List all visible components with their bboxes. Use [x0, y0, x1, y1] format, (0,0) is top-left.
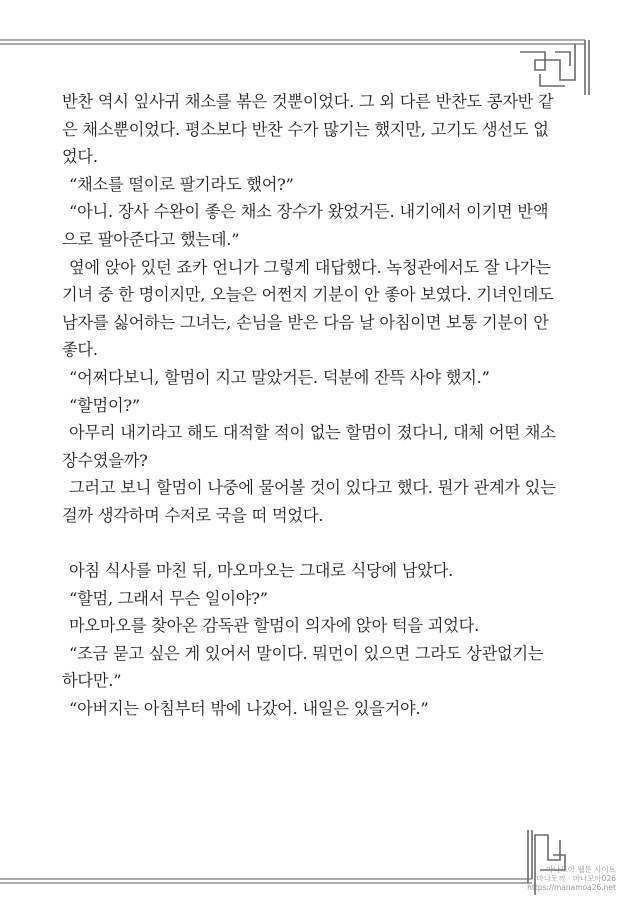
text-line: “채소를 떨이로 팔기라도 했어?”: [69, 174, 294, 194]
watermark-line-1: 마나모아 웹툰 사이트: [546, 865, 616, 874]
text-line: “조금 묻고 싶은 게 있어서 말이다. 뭐먼이 있으면 그라도 상관없기는: [69, 643, 544, 663]
text-line: “아니. 장사 수완이 좋은 채소 장수가 왔었거든. 내기에서 이기면 반액: [69, 202, 549, 222]
text-line: 아무리 내기라고 해도 대적할 적이 없는 할멈이 졌다니, 대체 어떤 채소: [69, 423, 556, 443]
text-line: “할멈이?”: [69, 395, 140, 415]
watermark-line-2: 마나토끼 · 마나모아026: [536, 874, 616, 883]
text-line: 장수였을까?: [62, 450, 148, 470]
text-line: “아버지는 아침부터 밖에 나갔어. 내일은 있을거야.”: [69, 699, 429, 719]
text-line: 은 채소뿐이었다. 평소보다 반찬 수가 많기는 했지만, 고기도 생선도 없: [62, 119, 549, 139]
text-line: 었다.: [62, 147, 98, 167]
text-line: “할멈, 그래서 무슨 일이야?”: [69, 588, 268, 608]
watermark: [518, 865, 616, 892]
text-line: 좋다.: [62, 340, 98, 360]
text-line: 기녀 중 한 명이지만, 오늘은 어쩐지 기분이 안 좋아 보였다. 기녀인데도: [62, 285, 554, 305]
watermark-line-3: https://manamoa26.net: [527, 883, 616, 892]
text-line: 마오마오를 찾아온 감독관 할멈이 의자에 앉아 턱을 괴었다.: [69, 616, 480, 636]
text-line: 아침 식사를 마친 뒤, 마오마오는 그대로 식당에 남았다.: [69, 561, 454, 581]
text-line: “어쩌다보니, 할멈이 지고 말았거든. 덕분에 잔뜩 사야 했지.”: [69, 367, 490, 387]
text-line: 걸까 생각하며 수저로 국을 떠 먹었다.: [62, 505, 324, 525]
text-line: 하다만.”: [62, 671, 122, 691]
corner-ornament-top-right: [520, 40, 589, 95]
text-line: 반찬 역시 잎사귀 채소를 볶은 것뿐이었다. 그 외 다른 반찬도 콩자반 같: [62, 92, 554, 111]
text-line: 남자를 싫어하는 그녀는, 손님을 받은 다음 날 아침이면 보통 기분이 안: [62, 312, 549, 332]
text-line: 그러고 보니 할멈이 나중에 물어볼 것이 있다고 했다. 뭔가 관계가 있는: [69, 478, 556, 498]
text-line: 옆에 앉아 있던 죠카 언니가 그렇게 대답했다. 녹청관에서도 잘 나가는: [69, 257, 551, 277]
body-text: [62, 88, 568, 723]
text-line: 으로 팔아준다고 했는데.”: [62, 229, 240, 249]
paragraph-gap: [62, 530, 568, 558]
